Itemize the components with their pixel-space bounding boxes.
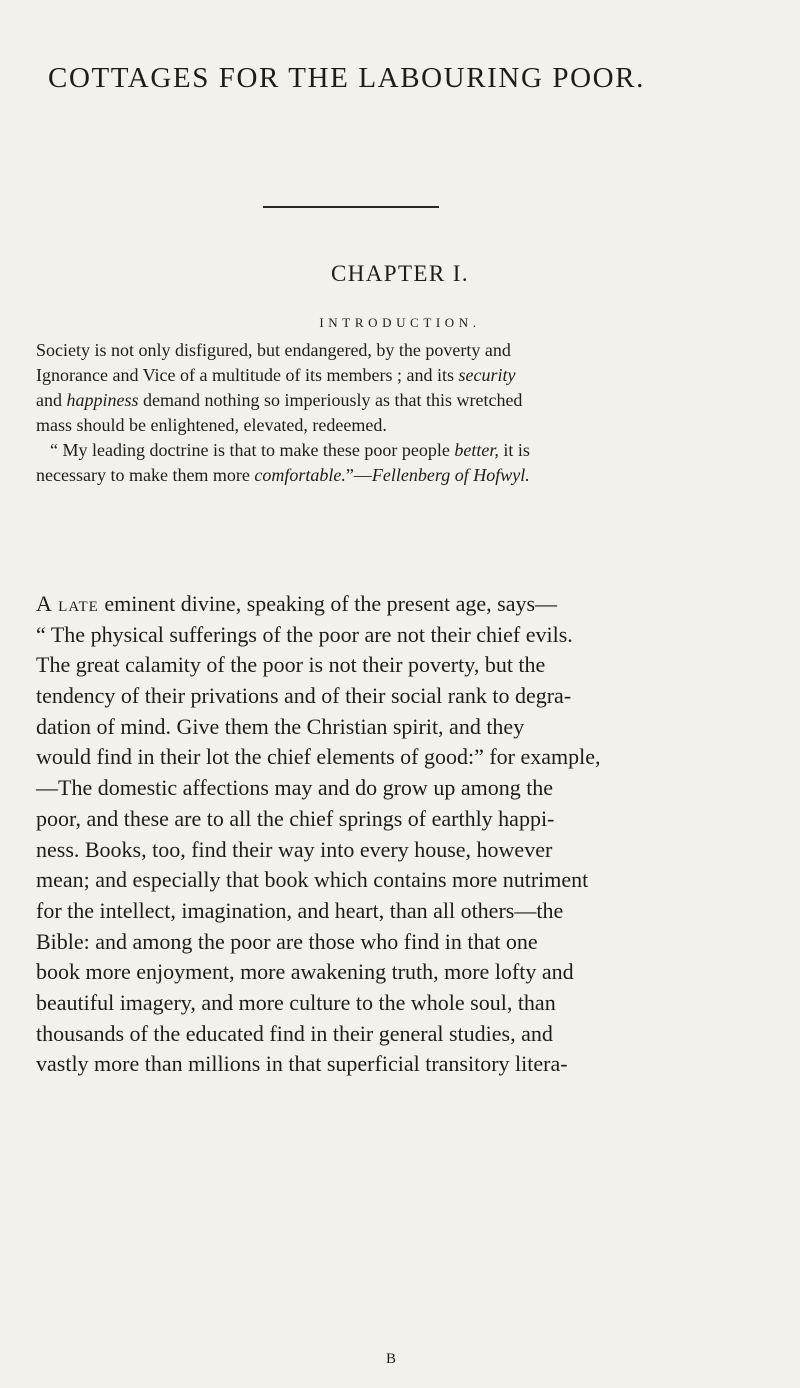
epigraph-line — [36, 413, 756, 438]
body-text-span: eminent divine, speaking of the present age, says— — [98, 591, 558, 616]
epigraph-line — [36, 363, 756, 388]
running-title: COTTAGES FOR THE LABOURING POOR. — [48, 62, 645, 94]
body-line: tendency of their privations and of their social rank to degra- — [36, 683, 572, 709]
epigraph-text: and — [36, 390, 67, 410]
epigraph-text: “ My leading doctrine is that to make these poor people — [50, 440, 455, 460]
body-line: would find in their lot the chief elements of good:” for example, — [36, 744, 601, 770]
body-line: vastly more than millions in that superficial transitory litera- — [36, 1051, 568, 1077]
epigraph-italic: happiness — [66, 390, 139, 410]
epigraph-text: Ignorance and Vice of a multitude of its members ; and its — [36, 365, 459, 385]
epigraph — [36, 338, 756, 488]
body-line: —The domestic affections may and do grow up among the — [36, 775, 554, 801]
section-heading: INTRODUCTION. — [319, 315, 481, 330]
body-line: ness. Books, too, find their way into every house, however — [36, 836, 553, 862]
epigraph-line — [36, 388, 756, 413]
body-line: for the intellect, imagination, and heart, than all others—the — [36, 897, 564, 923]
epigraph-line — [36, 338, 756, 363]
epigraph-text: mass should be enlightened, elevated, redeemed. — [36, 415, 387, 435]
epigraph-text: necessary to make them more — [36, 465, 255, 485]
epigraph-italic: better, — [454, 440, 499, 460]
epigraph-italic: comfortable. — [254, 465, 346, 485]
epigraph-italic: security — [458, 365, 516, 385]
body-line: mean; and especially that book which contains more nutriment — [36, 867, 589, 893]
title-rule — [263, 206, 439, 208]
chapter-heading: CHAPTER I. — [331, 261, 469, 286]
body-line: dation of mind. Give them the Christian spirit, and they — [36, 713, 525, 739]
body-text — [36, 589, 776, 1080]
epigraph-text: ”— — [345, 465, 372, 485]
epigraph-text: Society is not only disfigured, but endangered, by the poverty and — [36, 340, 511, 360]
epigraph-line — [36, 463, 756, 488]
body-line: Bible: and among the poor are those who find in that one — [36, 928, 538, 954]
epigraph-text: demand nothing so imperiously as that this wretched — [138, 390, 523, 410]
body-line: book more enjoyment, more awakening truth, more lofty and — [36, 959, 574, 985]
body-line: poor, and these are to all the chief springs of earthly happi- — [36, 805, 555, 831]
body-line: The great calamity of the poor is not their poverty, but the — [36, 652, 546, 678]
body-line: thousands of the educated find in their general studies, and — [36, 1020, 553, 1046]
body-line — [36, 589, 776, 620]
signature-mark: B — [386, 1351, 397, 1367]
opening-small-caps: A late — [36, 591, 99, 616]
body-line: beautiful imagery, and more culture to the whole soul, than — [36, 989, 556, 1015]
body-line: “ The physical sufferings of the poor are not their chief evils. — [36, 621, 573, 647]
epigraph-line — [36, 438, 756, 463]
epigraph-attribution: Fellenberg of Hofwyl. — [371, 465, 530, 485]
epigraph-text: it is — [498, 440, 530, 460]
